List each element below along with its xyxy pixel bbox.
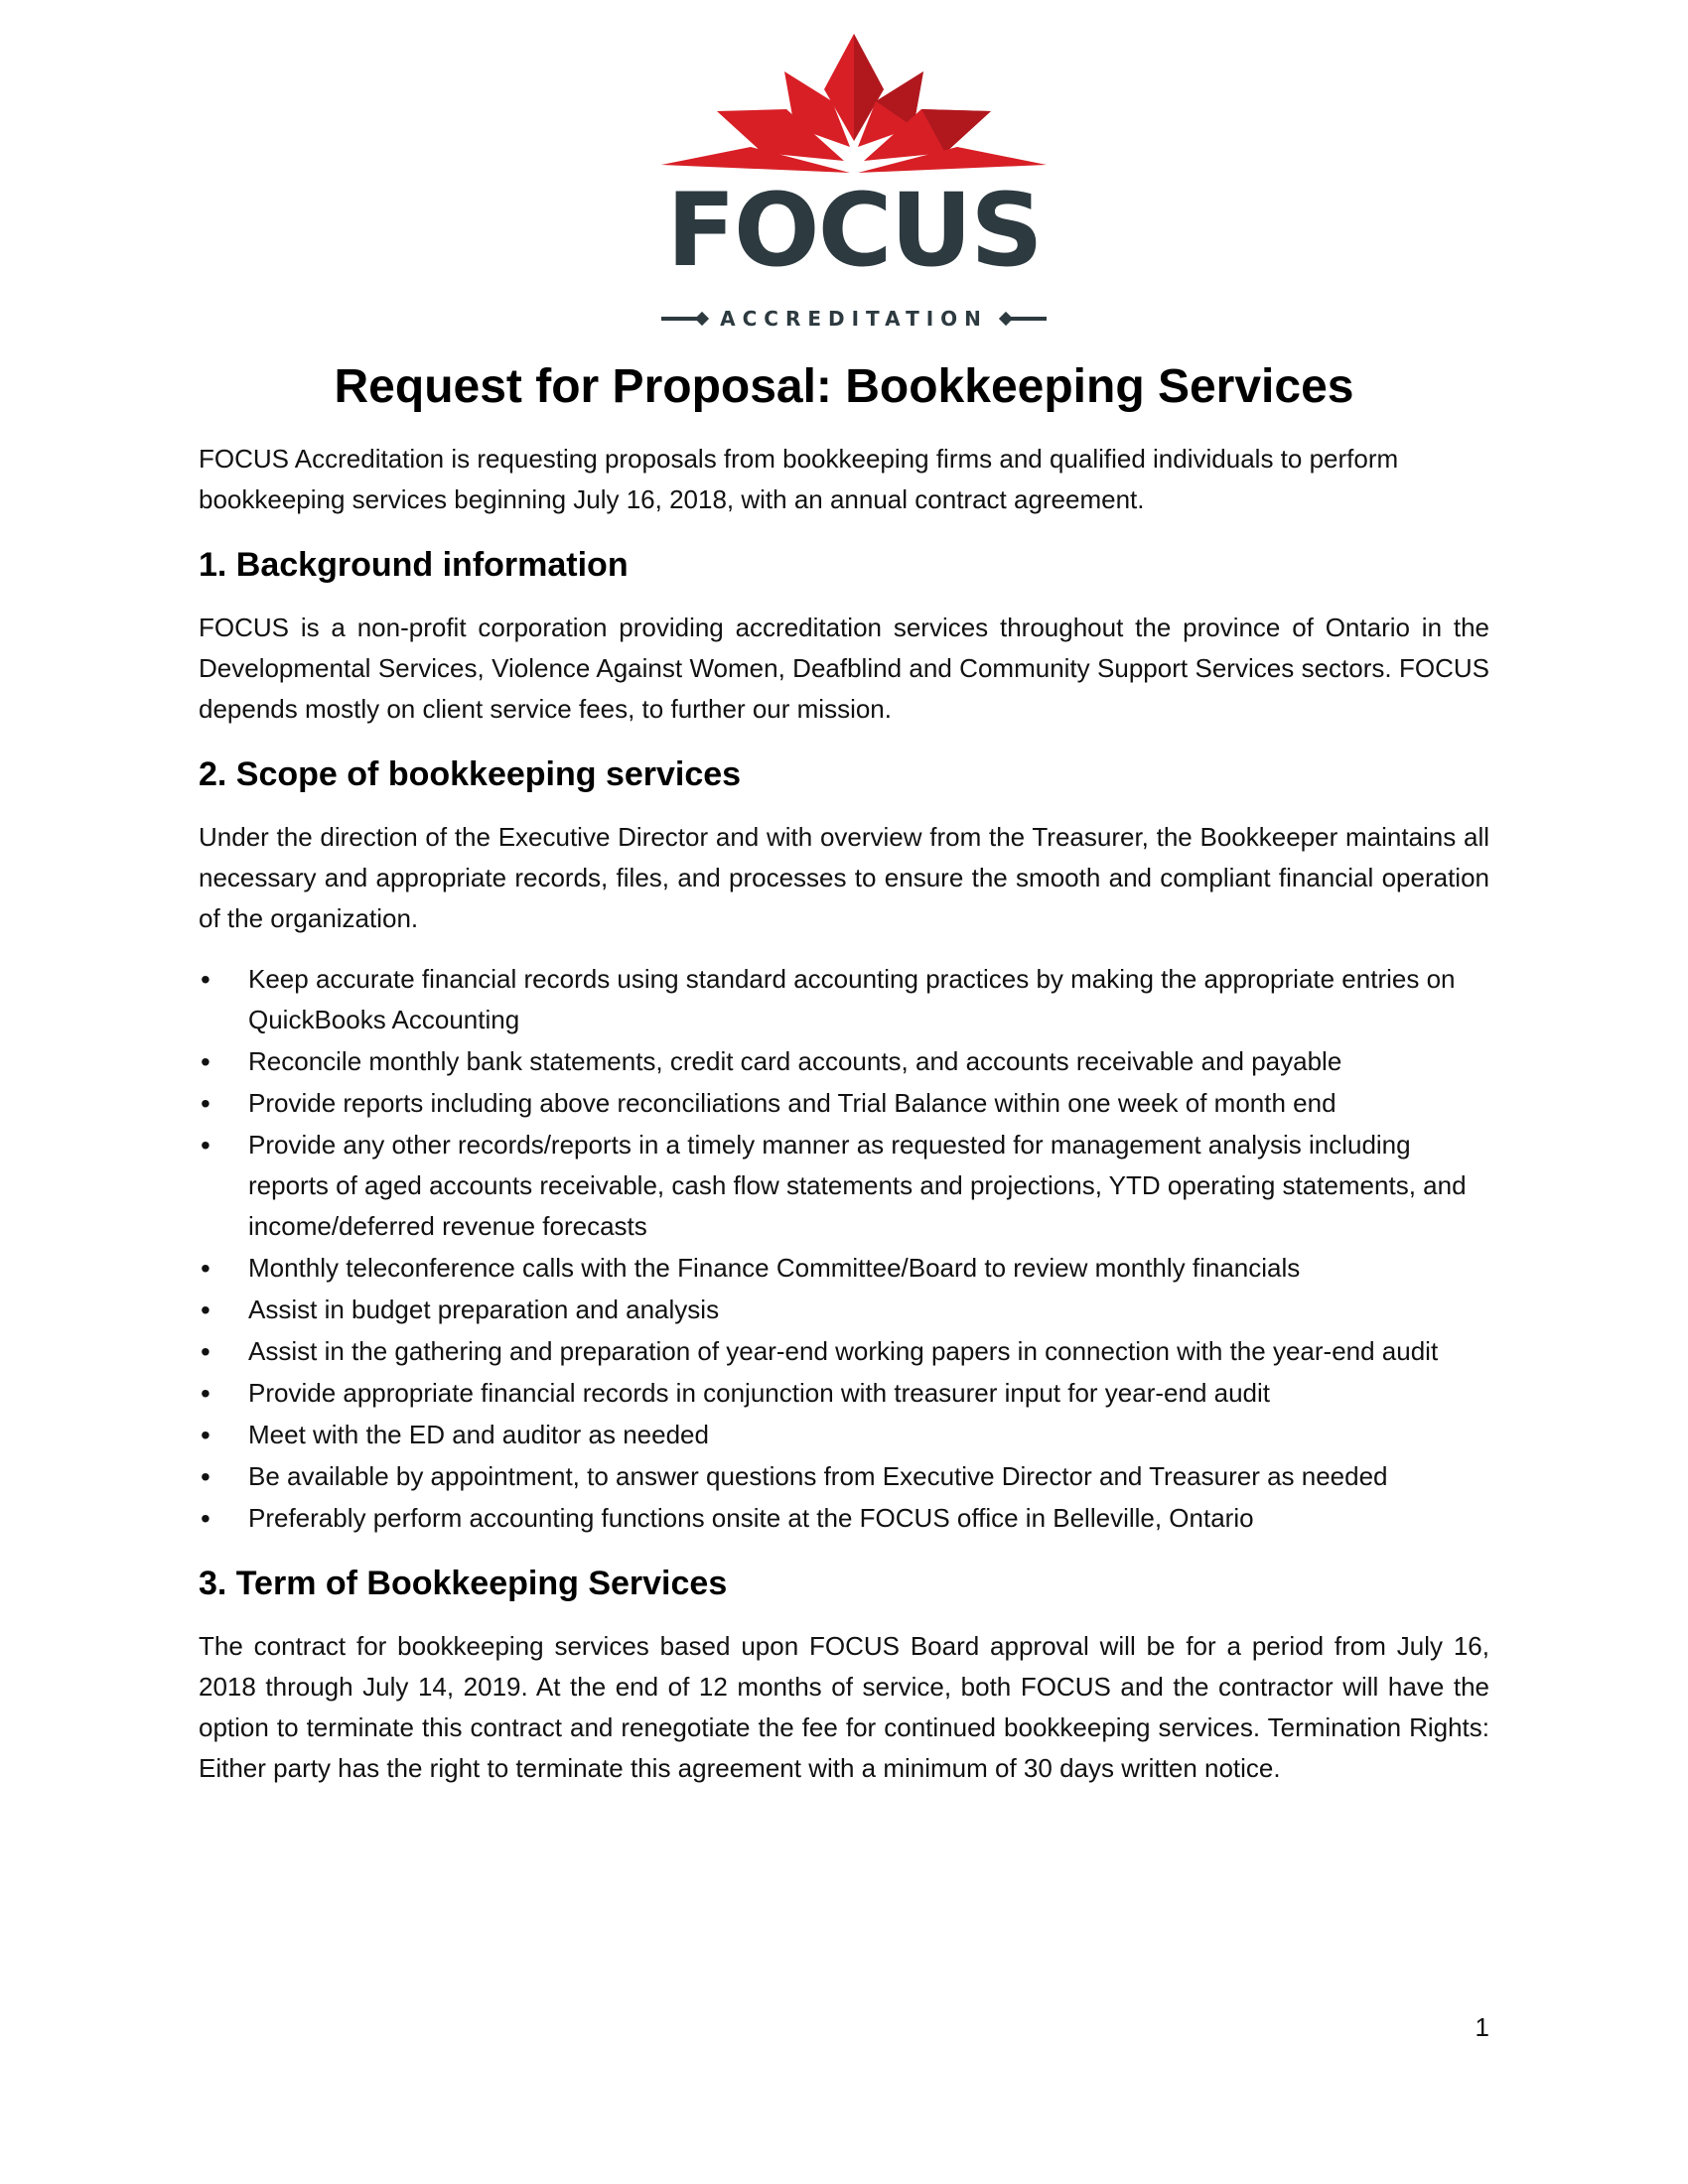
page-number: 1	[1475, 2012, 1489, 2042]
document-body	[199, 357, 1489, 1809]
scope-bullet-list	[199, 959, 1489, 1539]
logo-wordmark: FOCUS	[666, 172, 1042, 290]
scope-paragraph: Under the direction of the Executive Director and with overview from the Treasurer, the Bookkeeper maintains all necessary and appropriate records, files, and processes to ensure the smooth and compliant financial operation of the organization.	[199, 822, 1489, 933]
list-item: • Keep accurate financial records using standard accounting practices by making the appropriate entries on QuickBooks Accounting	[199, 959, 1489, 1040]
maple-leaf-icon	[655, 32, 1053, 181]
list-item: • Meet with the ED and auditor as needed	[199, 1415, 1489, 1455]
section-heading-background: 1. Background information	[199, 546, 629, 584]
logo-subtitle: ACCREDITATION	[720, 307, 988, 331]
list-item: • Assist in budget preparation and analysis	[199, 1290, 1489, 1330]
intro-paragraph: FOCUS Accreditation is requesting proposals from bookkeeping firms and qualified individuals to perform bookkeeping services beginning July 16, 2018, with an annual contract agreement.	[199, 444, 1399, 514]
list-item: • Assist in the gathering and preparation of year-end working papers in connection with the year-end audit	[199, 1331, 1489, 1372]
list-item: • Provide reports including above reconciliations and Trial Balance within one week of month end	[199, 1083, 1489, 1124]
term-paragraph: The contract for bookkeeping services based upon FOCUS Board approval will be for a period from July 16, 2018 through July 14, 2019. At the end of 12 months of service, both FOCUS and the contractor will have the option to terminate this contract and renegotiate the fee for continued bookkeeping services. Termination Rights: Either party has the right to terminate this agreement with a minimum of 30 days written notice.	[199, 1631, 1489, 1783]
logo-subtitle-row	[655, 306, 1053, 332]
background-paragraph: FOCUS is a non-profit corporation providing accreditation services throughout the province of Ontario in the Developmental Services, Violence Against Women, Deafblind and Community Support Services sectors. FOCUS depends mostly on client service fees, to further our mission.	[199, 613, 1489, 724]
section-heading-scope: 2. Scope of bookkeeping services	[199, 755, 742, 793]
list-item: • Provide any other records/reports in a timely manner as requested for management analysis including reports of aged accounts receivable, cash flow statements and projections, YTD operating statements, and income/deferred revenue forecasts	[199, 1125, 1489, 1247]
list-item: • Be available by appointment, to answer questions from Executive Director and Treasurer as needed	[199, 1456, 1489, 1497]
section-heading-term: 3. Term of Bookkeeping Services	[199, 1565, 728, 1602]
arrow-left-icon	[661, 317, 705, 321]
list-item: • Provide appropriate financial records in conjunction with treasurer input for year-end audit	[199, 1373, 1489, 1414]
page-title: Request for Proposal: Bookkeeping Services	[334, 360, 1354, 413]
arrow-right-icon	[1003, 317, 1047, 321]
list-item: • Reconcile monthly bank statements, credit card accounts, and accounts receivable and payable	[199, 1041, 1489, 1082]
list-item: • Preferably perform accounting functions onsite at the FOCUS office in Belleville, Ontario	[199, 1498, 1489, 1539]
focus-logo	[655, 32, 1053, 331]
list-item: • Monthly teleconference calls with the Finance Committee/Board to review monthly financials	[199, 1248, 1489, 1289]
